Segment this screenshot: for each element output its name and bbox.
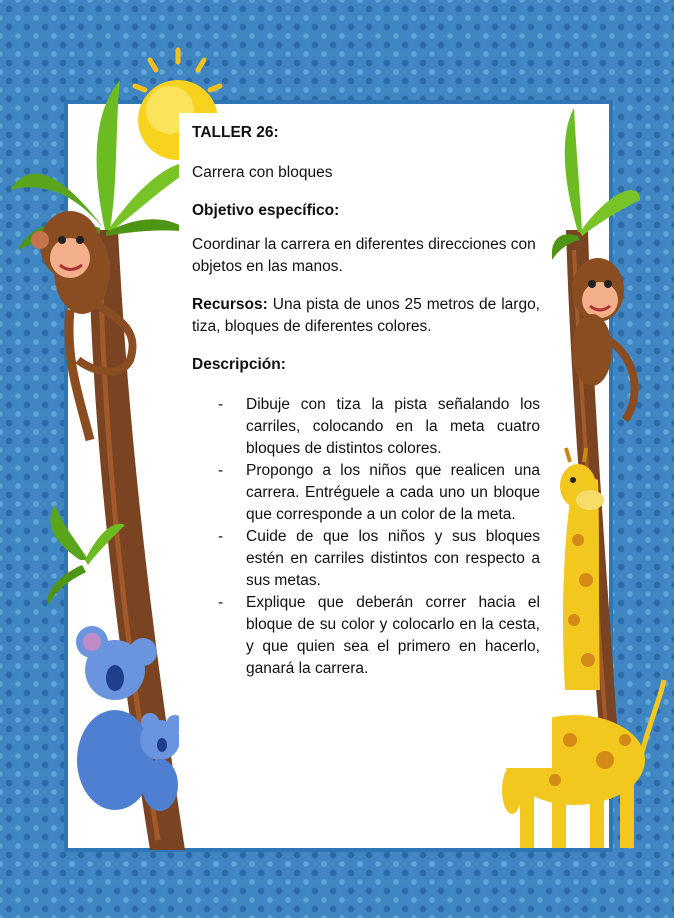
workshop-title: TALLER 26:	[192, 124, 279, 141]
step-text: Cuide de que los niños y sus bloques estén en carriles distintos con respecto a sus metas.	[246, 528, 540, 589]
resources-text: Una pista de unos 25 metros de largo, tiza, bloques de diferentes colores.	[192, 296, 540, 335]
koala-icon	[76, 626, 184, 811]
bullet-dash: -	[218, 594, 224, 611]
list-item	[192, 394, 540, 460]
objective-heading: Objetivo específico:	[192, 202, 340, 219]
bullet-dash: -	[218, 462, 224, 479]
objective-text: Coordinar la carrera en diferentes direcciones con objetos en las manos.	[192, 236, 536, 275]
bullet-dash: -	[218, 528, 224, 545]
workshop-name: Carrera con bloques	[192, 164, 333, 181]
description-heading: Descripción:	[192, 356, 286, 373]
step-text: Dibuje con tiza la pista señalando los carriles, colocando en la meta cuatro bloques de distintos colores.	[246, 396, 540, 457]
list-item	[192, 526, 540, 592]
resources-label: Recursos:	[192, 296, 268, 313]
bullet-dash: -	[218, 396, 224, 413]
list-item	[192, 592, 540, 680]
activity-content	[192, 122, 540, 680]
list-item	[192, 460, 540, 526]
description-steps	[192, 394, 540, 680]
step-text: Explique que deberán correr hacia el bloque de su color y colocarlo en la cesta, y que quien sea el primero en hacerlo, ganará la carrera.	[246, 594, 540, 677]
resources-paragraph	[192, 294, 540, 338]
step-text: Propongo a los niños que realicen una carrera. Entréguele a cada uno un bloque que corresponde a un color de la meta.	[246, 462, 540, 523]
